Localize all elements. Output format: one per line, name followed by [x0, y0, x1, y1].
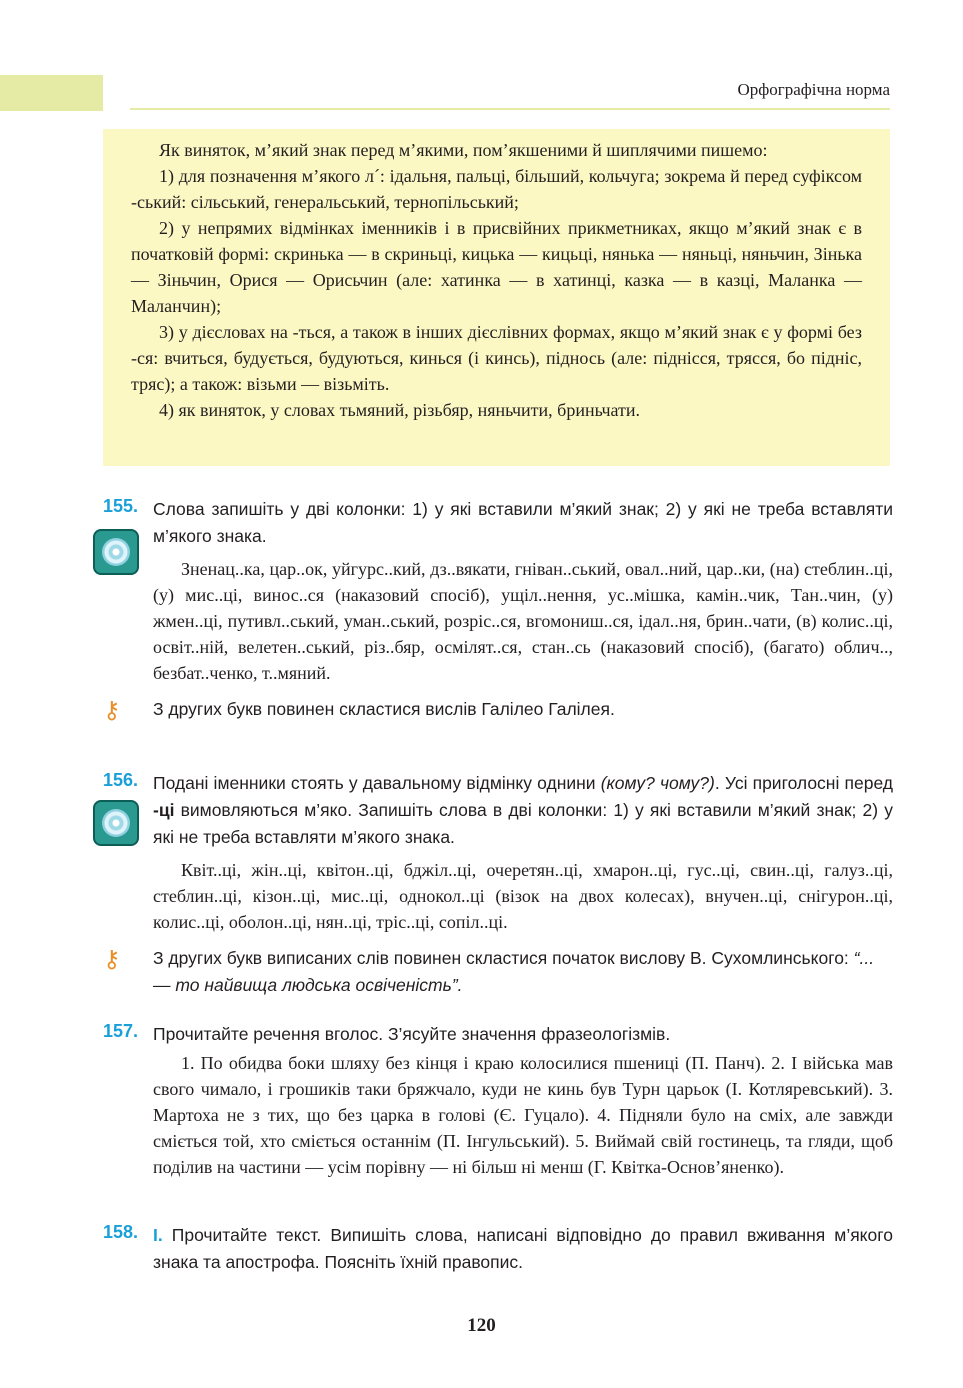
exercise-hint	[153, 945, 893, 999]
rule-box	[103, 129, 890, 466]
exercise-number: 155.	[103, 496, 139, 516]
exercise-number: 158.	[103, 1222, 139, 1242]
key-icon: ⚷	[103, 947, 121, 973]
task-suffix: -ці	[153, 800, 175, 820]
rule-item-1: 1) для позначення м’якого л´: ідальня, пальці, більший, кольчуга; зокрема й перед суфіксом -ський: сільський, генеральський, тернопільський;	[131, 166, 862, 212]
task-text: Подані іменники стоять у давальному відмінку однини	[153, 773, 601, 793]
exercise-155	[103, 496, 893, 723]
header-divider	[130, 108, 890, 110]
audio-disc-icon[interactable]	[93, 800, 139, 846]
hint-text: З других букв виписаних слів повинен скластися початок вислову В. Сухомлинського:	[153, 948, 854, 968]
exercise-hint: З других букв повинен скластися вислів Галілео Галілея.	[153, 699, 615, 719]
exercise-task: Прочитайте речення вголос. З’ясуйте значення фразеологізмів.	[153, 1024, 671, 1044]
exercise-158	[103, 1222, 893, 1276]
rule-item-2: 2) у непрямих відмінках іменників і в присвійних прикметниках, якщо м’який знак є в початковій формі: скринька — в скриньці, кицька — кицьці, нянька — няньці, няньчин, Зінька — Зіньчин, Орися — Орисьчин (але: хатинка — в хатинці, казка — в казці, Маланка — Маланчин);	[131, 218, 862, 316]
hint-quote: “... — то найвища людська освіченість”.	[153, 948, 875, 995]
task-question: (кому? чому?)	[600, 773, 715, 793]
exercise-number: 156.	[103, 770, 139, 790]
exercise-words	[153, 857, 893, 935]
task-text: Прочитайте текст. Випишіть слова, написані відповідно до правил вживання м’якого знака та апострофа. Поясніть їхній правопис.	[153, 1225, 893, 1272]
exercise-words	[153, 556, 893, 686]
exercise-task: Слова запишіть у дві колонки: 1) у які вставили м’який знак; 2) у які не треба вставляти м’якого знака.	[153, 499, 893, 546]
sentences: 1. По обидва боки шляху без кінця і краю колосилися пшениці (П. Панч). 2. І війська мав свого чимало, і грошиків таки бряжчало, куди не кинь був Турн царьок (І. Котляревський). 3. Мартоха не з тих, що без царка в голові (Є. Гуцало). 4. Підняли було на сміх, але завжди сміється той, хто сміється останнім (П. Інгульський). 5. Виймай свій гостинець, та гляди, щоб поділив на частини — усім порівну — ні більш ні менш (Г. Квітка-Основ’яненко).	[153, 1053, 893, 1177]
exercise-text	[153, 1050, 893, 1180]
hint-row	[103, 696, 893, 723]
running-header: Орфографічна норма	[737, 80, 890, 99]
rule-intro: Як виняток, м’який знак перед м’якими, пом’якшеними й шиплячими пишемо:	[159, 140, 768, 160]
exercise-task	[153, 1222, 893, 1276]
word-list: Квіт..ці, жін..ці, квітон..ці, бджіл..ці, очеретян..ці, хмарон..ці, гус..ці, свин..ці, галуз..ці, стеблин..ці, кізон..ці, мис..ці, однокол..ці (візок на двох колесах), внучен..ці, снігурон..ці, колис..ці, оболон..ці, нян..ці, тріс..ці, сопіл..ці.	[153, 860, 893, 932]
word-list: Зненац..ка, цар..ок, уйгурс..кий, дз..вякати, гніван..ський, овал..ний, цар..ки, (на) стеблин..ці, (у) мис..ці, винос..ся (наказовий спосіб), ущіл..нення, ус..мішка, камін..чик, Тан..чин, (у) жмен..ці, путивл..ський, уман..ський, розріс..ся, вгомониш..ся, ідал..ня, брин..чати, (в) колис..ці, освіт..ній, велетен..ський, різ..бяр, осмілят..ся, стан..сь (наказовий спосіб), (багато) облич.., безбат..ченко, т..мяний.	[153, 559, 893, 683]
task-text: . Усі приголосні перед	[714, 773, 894, 793]
task-part: І.	[153, 1225, 163, 1245]
exercise-number: 157.	[103, 1021, 139, 1041]
page-number: 120	[467, 1315, 496, 1336]
exercise-157	[103, 1021, 893, 1180]
task-text: вимовляються м’яко. Запишіть слова в дві колонки: 1) у які вставили м’який знак; 2) у які не треба вставляти м’якого знака.	[153, 800, 893, 847]
rule-item-4: 4) як виняток, у словах тьмяний, різьбяр, няньчити, бриньчати.	[159, 400, 641, 420]
hint-row	[103, 945, 893, 999]
key-icon: ⚷	[103, 698, 121, 724]
header-tab	[0, 75, 103, 111]
exercise-task	[153, 770, 893, 851]
exercise-156	[103, 770, 893, 999]
rule-item-3: 3) у дієсловах на -ться, а також в інших дієслівних формах, якщо м’який знак є у формі без -ся: вчиться, будується, будуються, кинься (і кинсь), піднось (але: піднісся, трясся, бо підніс, тряс); а також: візьми — візьміть.	[131, 322, 862, 394]
audio-disc-icon[interactable]	[93, 529, 139, 575]
